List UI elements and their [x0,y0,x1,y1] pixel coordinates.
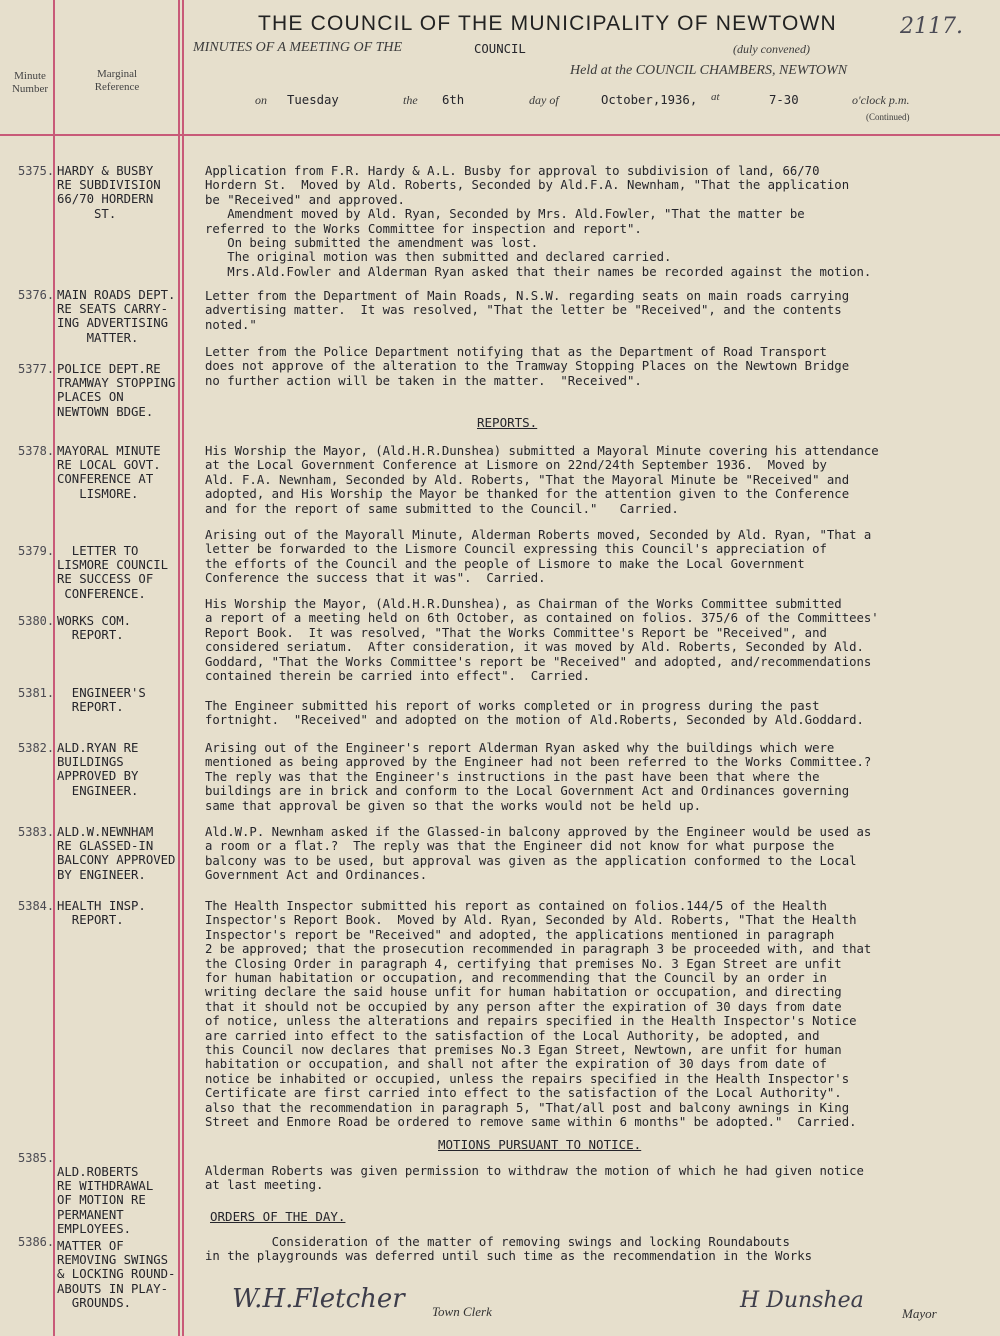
marginal-reference: MAIN ROADS DEPT. RE SEATS CARRY- ING ADVERTISING MATTER. [57,288,176,345]
marginal-reference: WORKS COM. REPORT. [57,614,132,643]
minutes-of-label: MINUTES OF A MEETING OF THE [193,40,403,55]
column-marginal-reference [75,68,159,94]
minute-number: 5385. [18,1151,55,1165]
marginal-reference: POLICE DEPT.RE TRAMWAY STOPPING PLACES ON NEWTOWN BDGE. [57,362,176,419]
minute-number: 5382. [18,741,55,755]
minute-number: 5377. [18,362,55,376]
minute-number: 5381. [18,686,55,700]
meeting-day: 6th [442,93,465,107]
section-heading-motions: MOTIONS PURSUANT TO NOTICE. [438,1137,642,1152]
minute-number: 5376. [18,288,55,302]
day-of-label: day of [529,93,559,107]
minute-text: Consideration of the matter of removing swings and locking Roundabouts in the playgrounds was deferred until such time as the recommendation in the Works [205,1235,813,1264]
meeting-weekday: Tuesday [287,93,339,107]
marginal-reference: LETTER TO LISMORE COUNCIL RE SUCCESS OF CONFERENCE. [57,544,169,601]
minute-text: Letter from the Department of Main Roads, N.S.W. regarding seats on main roads carrying advertising matter. It was resolved, "That the letter be "Received", and the contents noted." [205,289,850,332]
minute-text: The Health Inspector submitted his report as contained on folios.144/5 of the Health Inspector's Report Book. Moved by Ald. Ryan, Seconded by Ald. Roberts, "That the Health Inspector's report be "Received" and adopted, the applications mentioned in paragraph 2 be approved; that the prosecution recommended in paragraph 3 be proceeded with, and that the Closing Order in paragraph 4, certifying that premises No. 3 Egan Street are unfit for human habitation or occupation, and recommending that the Council by an order in writing declare the said house unfit for human habitation or occupation, and directing that it should not be occupied by any person after the expiration of 30 days from date of notice, unless the alterations and repairs specified in the Health Inspector's Notice are carried into effect to the satisfaction of the Local Authority, be adopted, and this Council now declares that premises No.3 Egan Street, Newtown, are unfit for human habitation or occupation, and shall not after the expiration of 30 days from date of notice be inhabited or occupied, unless the repairs specified in the Health Inspector's Certificate are first carried into effect to the satisfaction of the Local Authority". also that the recommendation in paragraph 5, "That/all post and balcony awnings in King Street and Enmore Road be ordered to remove same within 6 months" be adopted." Carried. [205,899,872,1130]
page-number: 2117. [900,14,963,39]
minute-number: 5378. [18,444,55,458]
column-minute-number [8,70,52,96]
column-marginal-reference-label: Marginal Reference [94,68,140,93]
marginal-reference: MAYORAL MINUTE RE LOCAL GOVT. CONFERENCE AT LISMORE. [57,444,161,501]
marginal-reference: HEALTH INSP. REPORT. [57,899,146,928]
minute-number: 5380. [18,614,55,628]
meeting-month-year: October,1936, [601,93,698,107]
duly-convened: (duly convened) [733,42,810,56]
marginal-reference: ENGINEER'S REPORT. [71,686,146,715]
column-minute-number-label: Minute Number [11,70,49,95]
marginal-reference: ALD.W.NEWNHAM RE GLASSED-IN BALCONY APPROVED BY ENGINEER. [57,825,176,882]
oclock-label: o'clock p.m. [852,93,910,107]
minute-text: His Worship the Mayor, (Ald.H.R.Dunshea), as Chairman of the Works Committee submitted a report of a meeting held on 6th October, as contained on folios. 375/6 of the Committees' Report Book. It was resolved, "That the Works Committee's Report be "Received", and considered seriatum. After consideration, it was moved by Ald. Roberts, Seconded by Ald. Goddard, "That the Works Committee's report be "Received" and adopted, and/recommendations contained therein be carried into effect". Carried. [205,597,879,684]
meeting-time: 7-30 [769,93,799,107]
margin-rule-number [53,0,55,1336]
on-label: on [255,93,267,107]
minute-text: Ald.W.P. Newnham asked if the Glassed-in balcony approved by the Engineer would be used as a room or a flat.? The reply was that the Engineer did not know for what purpose the balcony was to be used, but approval was given as the application conformed to the Local Government Act and Ordinances. [205,825,872,883]
minute-text: His Worship the Mayor, (Ald.H.R.Dunshea) submitted a Mayoral Minute covering his attendance at the Local Government Conference at Lismore on 22nd/24th September 1936. Moved by Ald. F.A. Newnham, Seconded by Ald. Roberts, "That the Mayoral Minute be "Received" and adopted, and His Worship the Mayor be thanked for the attention given to the Conference and for the report of same submitted to the Council." Carried. [205,444,879,516]
minute-text: Application from F.R. Hardy & A.L. Busby for approval to subdivision of land, 66/70 Hordern St. Moved by Ald. Roberts, Seconded by Ald.F.A. Newnham, "That the application be "Received" and approved. Amendment moved by Ald. Ryan, Seconded by Mrs. Ald.Fowler, "That the matter be referred to the Works Committee for inspection and report". On being submitted the amendment was lost. The original motion was then submitted and declared carried. Mrs.Ald.Fowler and Alderman Ryan asked that their names be recorded against the motion. [205,164,872,279]
minute-number: 5375. [18,164,55,178]
minute-text: Letter from the Police Department notifying that as the Department of Road Transport does not approve of the alteration to the Tramway Stopping Places on the Newtown Bridge no further action will be taken in the matter. "Received". [205,345,850,388]
mayor-signature: H Dunshea [740,1288,864,1313]
marginal-reference: MATTER OF REMOVING SWINGS & LOCKING ROUND- ABOUTS IN PLAY- GROUNDS. [57,1239,176,1310]
header-rule [0,134,1000,136]
minute-number: 5384. [18,899,55,913]
marginal-reference: ALD.ROBERTS RE WITHDRAWAL OF MOTION RE PERMANENT EMPLOYEES. [57,1165,154,1236]
minute-text: Alderman Roberts was given permission to withdraw the motion of which he had given notice at last meeting. [205,1164,864,1193]
minute-number: 5386. [18,1235,55,1249]
minute-text: Arising out of the Engineer's report Alderman Ryan asked why the buildings which were mentioned as being approved by the Engineer had not been referred to the Works Committee.? The reply was that the Engineer's instructions in the past have been that where the buildings are in brick and conform to the Local Government Act and Ordinances governing same that approval be given so that the works would not be held up. [205,741,872,813]
continued-label: (Continued) [866,112,910,122]
marginal-reference: HARDY & BUSBY RE SUBDIVISION 66/70 HORDERN ST. [57,164,161,221]
meeting-type: COUNCIL [474,42,526,56]
minute-number: 5383. [18,825,55,839]
minute-number: 5379. [18,544,55,558]
town-clerk-signature: W.H.Fletcher [232,1284,405,1314]
mayor-label: Mayor [902,1306,937,1321]
section-heading-orders: ORDERS OF THE DAY. [210,1209,346,1224]
town-clerk-label: Town Clerk [432,1304,492,1319]
marginal-reference: ALD.RYAN RE BUILDINGS APPROVED BY ENGINEER. [57,741,139,798]
council-title: THE COUNCIL OF THE MUNICIPALITY OF NEWTOWN [258,12,837,35]
minute-text: The Engineer submitted his report of works completed or in progress during the past fortnight. "Received" and adopted on the motion of Ald.Roberts, Seconded by Ald.Goddard. [205,699,864,728]
at-label: at [711,91,720,103]
held-at: Held at the COUNCIL CHAMBERS, NEWTOWN [570,63,848,78]
the-label: the [403,93,418,107]
minute-text: Arising out of the Mayorall Minute, Alderman Roberts moved, Seconded by Ald. Ryan, "That a letter be forwarded to the Lismore Council expressing this Council's appreciation of the efforts of the Council and the people of Lismore to make the Local Government Conference the success that it was". Carried. [205,528,872,586]
section-heading-reports: REPORTS. [477,415,538,430]
